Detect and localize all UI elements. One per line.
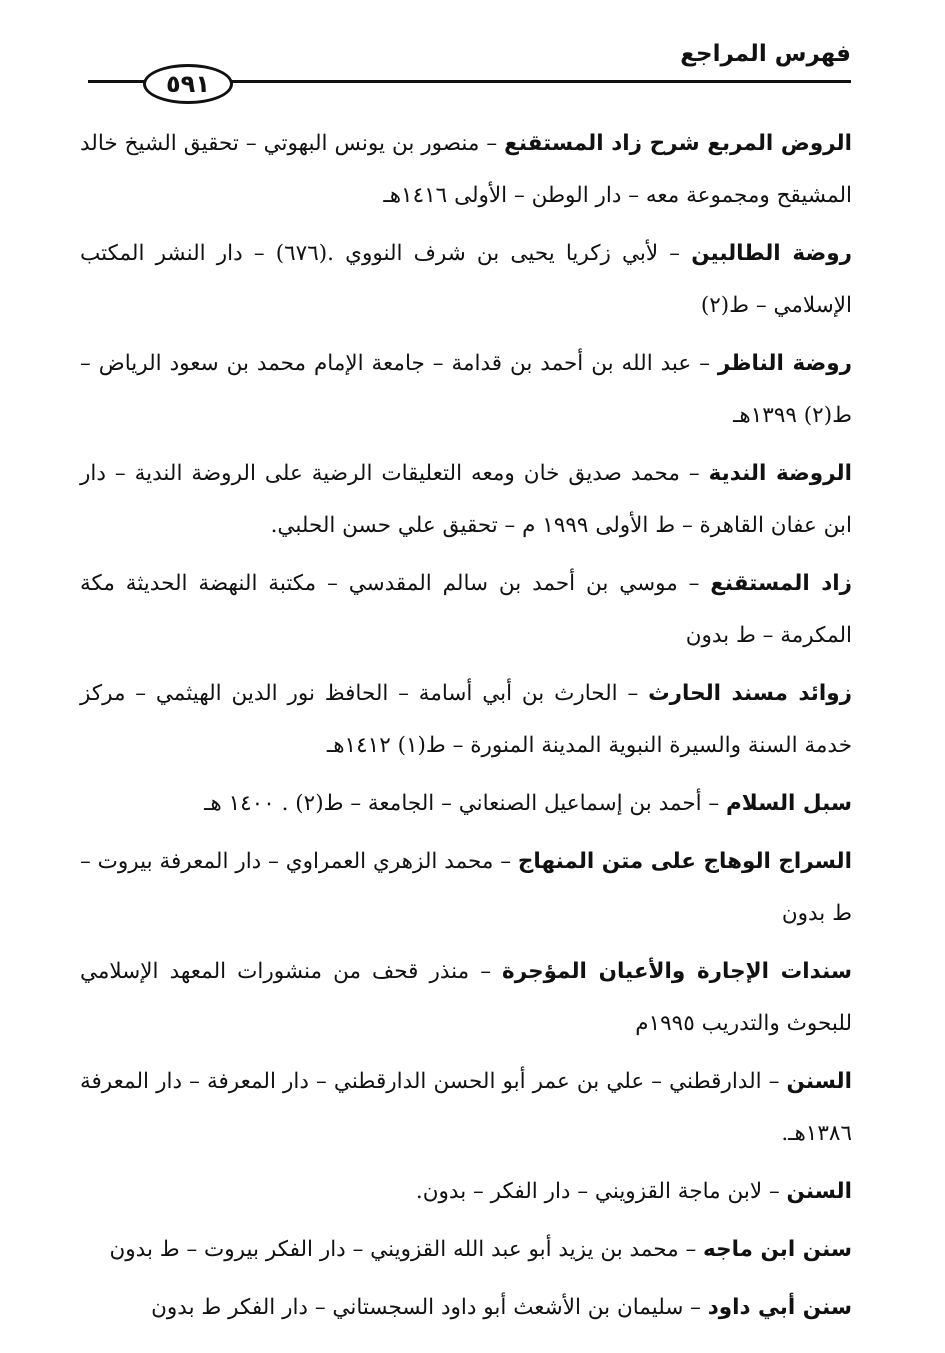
reference-details: – سليمان بن الأشعث أبو داود السجستاني – دار الفكر ط بدون	[151, 1295, 708, 1320]
reference-entry	[80, 228, 852, 332]
reference-entry	[80, 338, 852, 442]
reference-title: زاد المستقنع	[710, 571, 852, 596]
reference-details: – محمد صديق خان ومعه التعليقات الرضية على الروضة الندية – دار ابن عفان القاهرة – ط الأولى ١٩٩٩ م – تحقيق علي حسن الحلبي.	[80, 461, 852, 538]
reference-details: – لابن ماجة القزويني – دار الفكر – بدون.	[415, 1179, 787, 1204]
reference-title: سندات الإجارة والأعيان المؤجرة	[502, 959, 852, 984]
reference-details: – محمد الزهري العمراوي – دار المعرفة بيروت – ط بدون	[80, 849, 852, 926]
reference-title: سبل السلام	[726, 791, 852, 816]
page-number: ٥٩١	[143, 64, 233, 104]
reference-title: السنن	[786, 1179, 852, 1204]
reference-details: – موسي بن أحمد بن سالم المقدسي – مكتبة النهضة الحديثة مكة المكرمة – ط بدون	[80, 571, 852, 648]
reference-entry	[80, 1282, 852, 1334]
reference-title: روضة الطالبين	[691, 241, 852, 266]
references-list	[80, 118, 852, 1340]
reference-details: – محمد بن يزيد أبو عبد الله القزويني – دار الفكر بيروت – ط بدون	[109, 1237, 704, 1262]
reference-title: الروضة الندية	[708, 461, 852, 486]
reference-entry	[80, 558, 852, 662]
reference-title: سنن ابن ماجه	[703, 1237, 852, 1262]
reference-entry	[80, 118, 852, 222]
reference-details: – أحمد بن إسماعيل الصنعاني – الجامعة – ط(٢) . ١٤٠٠ هـ	[204, 791, 726, 816]
reference-title: زوائد مسند الحارث	[648, 681, 852, 706]
reference-title: الروض المربع شرح زاد المستقنع	[504, 131, 852, 156]
page-header	[88, 38, 851, 108]
reference-entry	[80, 668, 852, 772]
reference-entry	[80, 448, 852, 552]
reference-entry	[80, 946, 852, 1050]
reference-entry	[80, 778, 852, 830]
reference-entry	[80, 1056, 852, 1160]
reference-title: سنن أبي داود	[707, 1295, 852, 1320]
running-title: فهرس المراجع	[680, 41, 851, 67]
reference-title: روضة الناظر	[717, 351, 852, 376]
reference-entry	[80, 1224, 852, 1276]
reference-title: السنن	[786, 1069, 852, 1094]
reference-entry	[80, 1166, 852, 1218]
reference-entry	[80, 836, 852, 940]
reference-details: – الدارقطني – علي بن عمر أبو الحسن الدارقطني – دار المعرفة – دار المعرفة ١٣٨٦هـ.	[80, 1069, 852, 1146]
reference-details: – عبد الله بن أحمد بن قدامة – جامعة الإمام محمد بن سعود الرياض – ط(٢) ١٣٩٩هـ	[80, 351, 852, 428]
reference-details: – لأبي زكريا يحيى بن شرف النووي .(٦٧٦) – دار النشر المكتب الإسلامي – ط(٢)	[80, 241, 852, 318]
reference-details: – منصور بن يونس البهوتي – تحقيق الشيخ خالد المشيقح ومجموعة معه – دار الوطن – الأولى ١٤١٦هـ	[80, 131, 852, 208]
reference-title: السراج الوهاج على متن المنهاج	[517, 849, 852, 874]
reference-details: – الحارث بن أبي أسامة – الحافظ نور الدين الهيثمي – مركز خدمة السنة والسيرة النبوية المدينة المنورة – ط(١) ١٤١٢هـ	[80, 681, 852, 758]
reference-details: – منذر قحف من منشورات المعهد الإسلامي للبحوث والتدريب ١٩٩٥م	[80, 959, 852, 1036]
